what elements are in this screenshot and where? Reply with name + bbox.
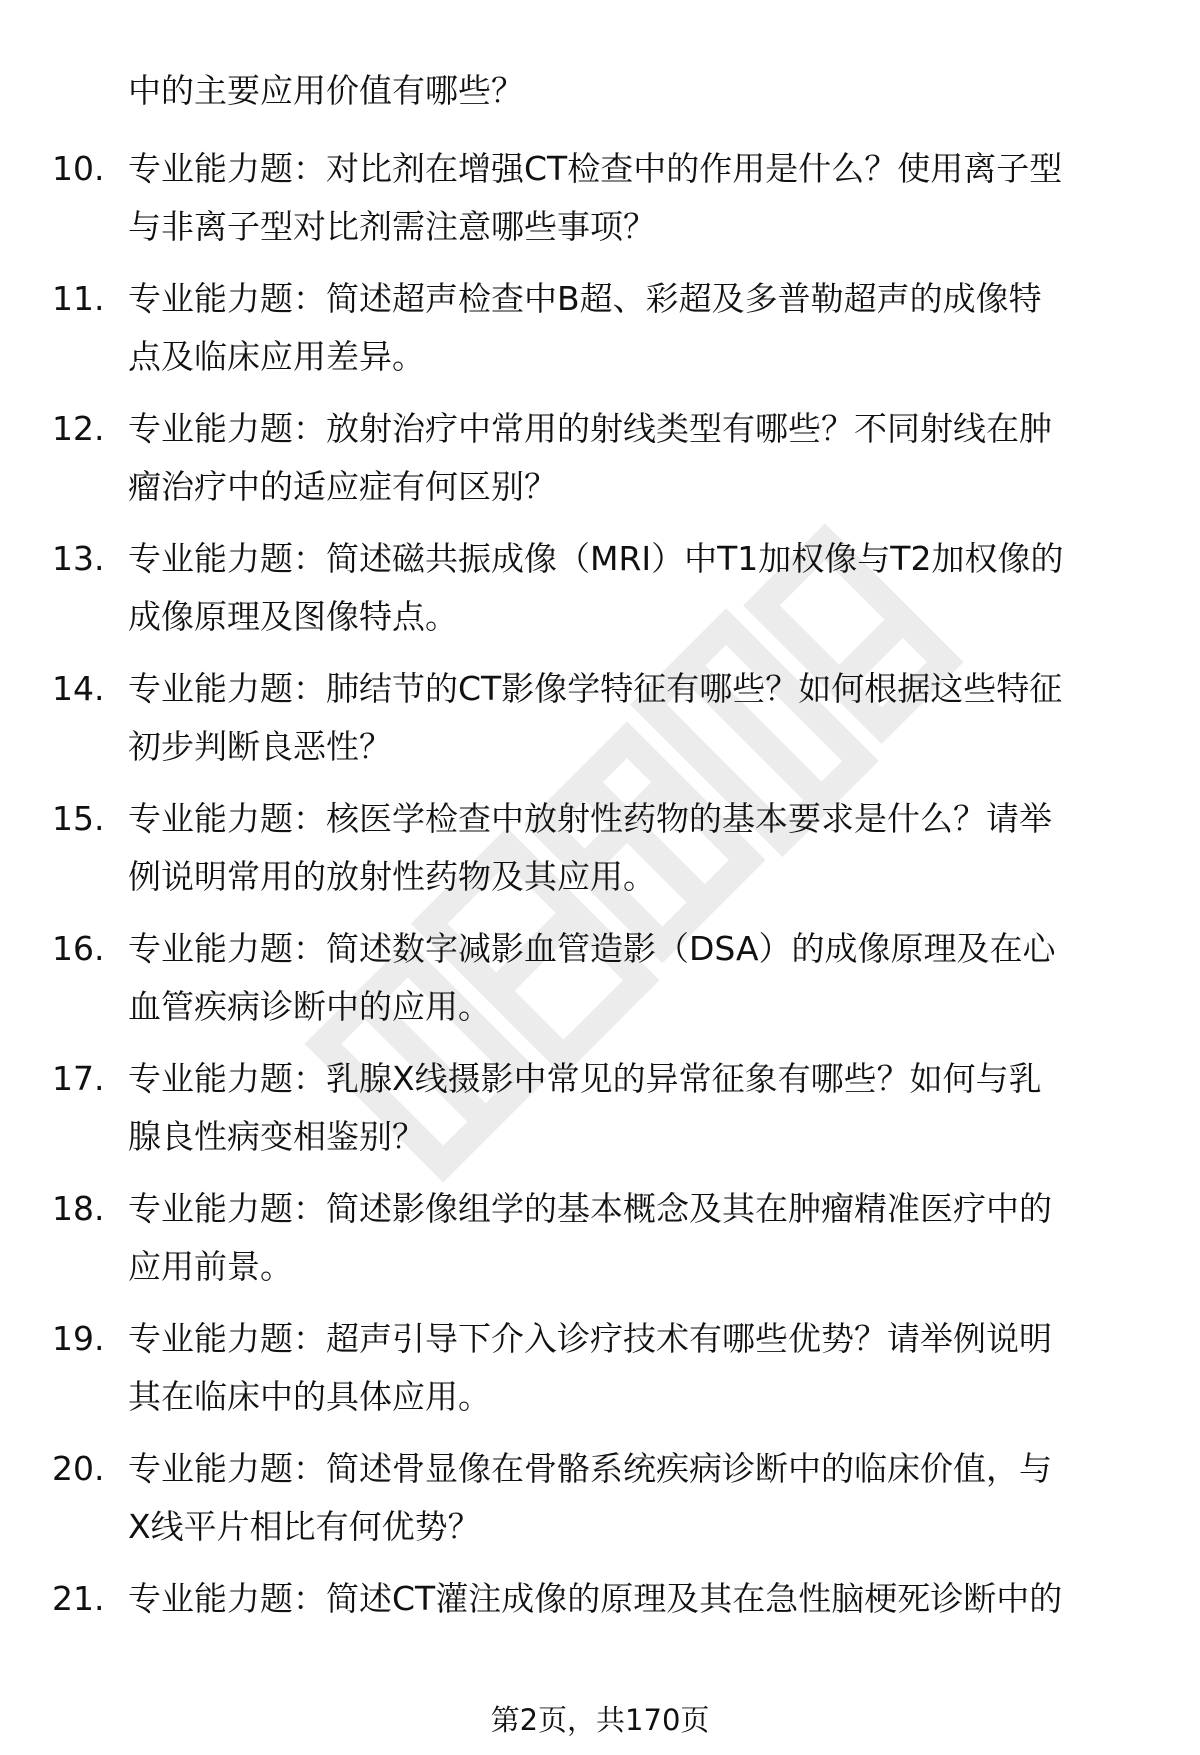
question-line: X线平片相比有何优势？ [128,1507,481,1546]
question-item [0,400,1200,530]
question-line: 专业能力题：肺结节的CT影像学特征有哪些？如何根据这些特征 [128,669,1063,708]
question-number: 13. [52,539,105,578]
question-line: 点及临床应用差异。 [128,337,425,376]
question-number: 15. [52,799,105,838]
question-item [0,1440,1200,1570]
question-text [128,530,1148,646]
question-line: 专业能力题：放射治疗中常用的射线类型有哪些？不同射线在肿 [128,409,1052,448]
question-line: 专业能力题：乳腺X线摄影中常见的异常征象有哪些？如何与乳 [128,1059,1042,1098]
question-item [0,1050,1200,1180]
question-item [0,140,1200,270]
question-text [128,270,1148,386]
question-number: 20. [52,1449,105,1488]
question-text [128,140,1148,256]
question-line: 专业能力题：超声引导下介入诊疗技术有哪些优势？请举例说明 [128,1319,1052,1358]
question-item [0,270,1200,400]
question-number: 21. [52,1579,105,1618]
page-indicator: 第2页，共170页 [490,1703,710,1737]
question-item [0,1570,1200,1700]
continuation-line: 中的主要应用价值有哪些？ [128,71,524,110]
question-line: 专业能力题：简述超声检查中B超、彩超及多普勒超声的成像特 [128,279,1042,318]
question-text [128,660,1148,776]
question-line: 专业能力题：简述磁共振成像（MRI）中T1加权像与T2加权像的 [128,539,1064,578]
question-line: 专业能力题：简述影像组学的基本概念及其在肿瘤精准医疗中的 [128,1189,1052,1228]
question-line: 专业能力题：简述CT灌注成像的原理及其在急性脑梗死诊断中的 [128,1579,1063,1618]
question-item [0,660,1200,790]
question-number: 19. [52,1319,105,1358]
question-line: 与非离子型对比剂需注意哪些事项？ [128,207,656,246]
question-line: 成像原理及图像特点。 [128,597,458,636]
question-line: 例说明常用的放射性药物及其应用。 [128,857,656,896]
question-line: 专业能力题：简述数字减影血管造影（DSA）的成像原理及在心 [128,929,1056,968]
question-text [128,400,1148,516]
question-line: 专业能力题：对比剂在增强CT检查中的作用是什么？使用离子型 [128,149,1063,188]
question-line: 瘤治疗中的适应症有何区别？ [128,467,557,506]
question-text [128,920,1148,1036]
question-line: 其在临床中的具体应用。 [128,1377,491,1416]
question-line: 初步判断良恶性？ [128,727,392,766]
question-text [128,1180,1148,1296]
question-number: 17. [52,1059,105,1098]
question-item [0,1310,1200,1440]
question-number: 10. [52,149,105,188]
question-item [0,920,1200,1050]
question-number: 14. [52,669,105,708]
question-list [0,140,1200,1700]
question-text [128,1050,1148,1166]
question-item [0,530,1200,660]
question-number: 12. [52,409,105,448]
question-number: 11. [52,279,105,318]
question-number: 18. [52,1189,105,1228]
question-text [128,1440,1148,1556]
question-text [128,790,1148,906]
question-number: 16. [52,929,105,968]
question-item [0,790,1200,920]
question-text [128,1310,1148,1426]
question-line: 专业能力题：核医学检查中放射性药物的基本要求是什么？请举 [128,799,1052,838]
question-line: 应用前景。 [128,1247,293,1286]
question-line: 专业能力题：简述骨显像在骨骼系统疾病诊断中的临床价值，与 [128,1449,1052,1488]
question-item [0,1180,1200,1310]
question-line: 血管疾病诊断中的应用。 [128,987,491,1026]
question-line: 腺良性病变相鉴别？ [128,1117,425,1156]
question-text [128,1570,1148,1628]
